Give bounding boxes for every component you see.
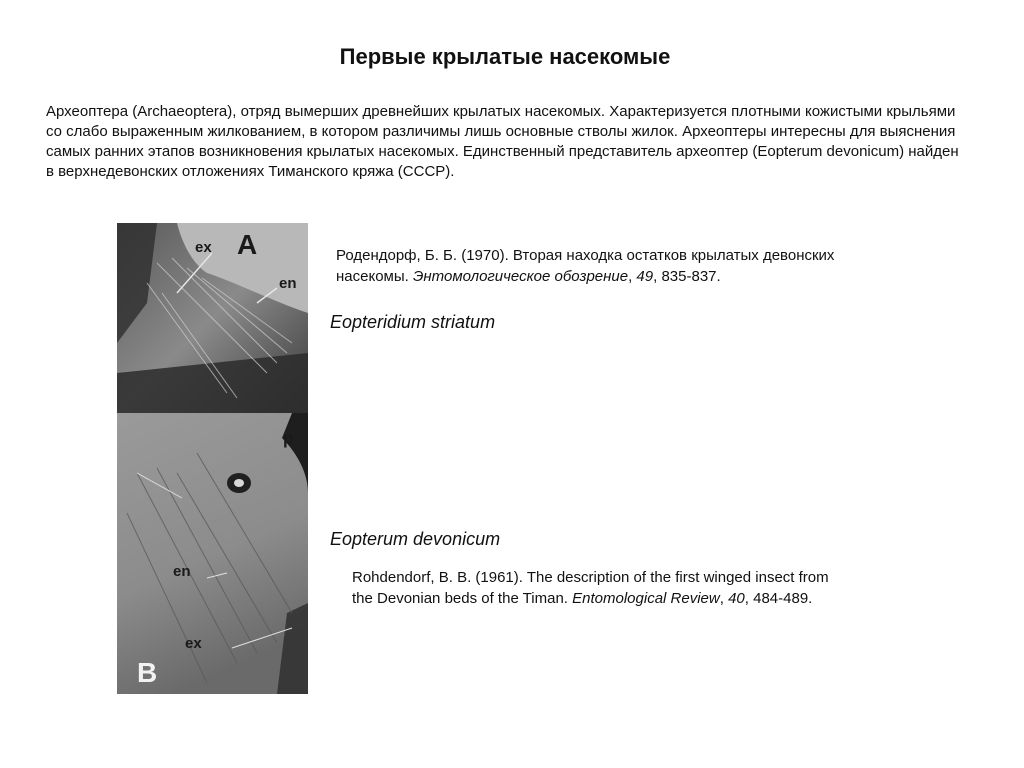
fossil-a-image xyxy=(117,223,308,413)
reference-a-authors: Родендорф, Б. Б. (1970). Вторая находка остатков крылатых девонских насекомы. xyxy=(336,247,835,285)
reference-a-journal: Энтомологическое обозрение xyxy=(412,268,629,285)
fossil-a-letter: A xyxy=(237,229,258,260)
fossil-b-label-ex: ex xyxy=(185,635,202,652)
fossil-a-label-en: en xyxy=(279,275,297,292)
fossil-photo-b xyxy=(117,413,308,694)
reference-b-volume: 40 xyxy=(728,590,745,607)
species-name-a: Eopteridium striatum xyxy=(330,312,496,332)
fossil-b-label-en: en xyxy=(173,563,191,580)
reference-b-pages: 484-489. xyxy=(753,590,813,607)
reference-b-authors: Rohdendorf, B. B. (1961). The description of the first winged insect from the Devonian beds of the Timan. xyxy=(352,569,829,607)
reference-b-journal: Entomological Review xyxy=(572,590,720,607)
fossil-photo-a xyxy=(117,223,308,413)
reference-a-pages: 835-837. xyxy=(661,268,721,285)
reference-b: Rohdendorf, B. B. (1961). The description of the first winged insect from the Devonian beds of the Timan. Entomological Review, 40, 484-489. xyxy=(352,569,829,607)
species-name-b: Eopterum devonicum xyxy=(330,529,501,549)
intro-paragraph: Археоптера (Archaeoptera), отряд вымерших древнейших крылатых насекомых. Характеризуется плотными кожистыми крыльями со слабо выраженным жилкованием, в котором различимы лишь основные стволы жилок. Археоптеры интересны для выяснения самых ранних этапов возникновения крылатых насекомых. Единственный представитель археоптер (Eopterum devonicum) найден в верхнедевонских отложениях Тиманского кряжа (СССР). xyxy=(46,103,959,180)
slide-title: Первые крылатые насекомые xyxy=(339,44,671,69)
reference-a: Родендорф, Б. Б. (1970). Вторая находка остатков крылатых девонских насекомы. Энтомологическое обозрение, 49, 835-837. xyxy=(336,247,835,285)
fossil-a-label-ex: ex xyxy=(195,239,212,256)
fossil-b-image xyxy=(117,413,308,694)
fossil-b-letter: B xyxy=(137,657,158,688)
fossil-b-label-p: p xyxy=(283,429,294,448)
reference-a-volume: 49 xyxy=(636,268,654,285)
